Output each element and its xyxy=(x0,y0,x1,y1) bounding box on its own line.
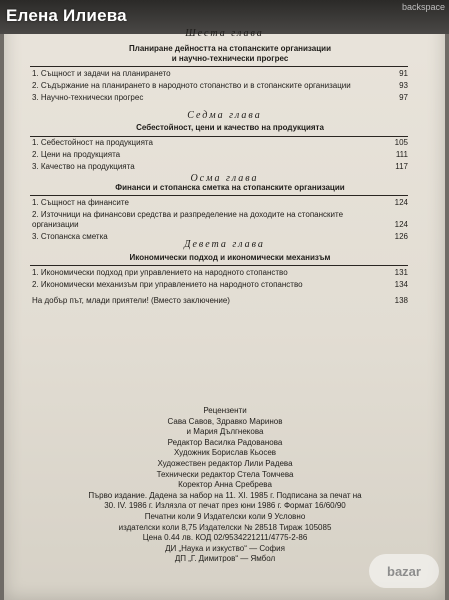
colophon-line: Печатни коли 9 Издателски коли 9 Условно xyxy=(144,511,306,521)
toc-item: 1. Себестойност на продукцията 105 xyxy=(32,138,408,147)
toc-item: 2. Източници на финансови средства и разпределение на доходите на стопанските организации 124 xyxy=(32,210,408,229)
page-number: 93 xyxy=(399,81,408,90)
divider xyxy=(30,66,408,67)
toc-item: 3. Стопанска сметка 126 xyxy=(32,232,408,241)
toc-item: 1. Същност и задачи на планирането 91 xyxy=(32,69,408,78)
colophon-line: ДП „Г. Димитров“ — Ямбол xyxy=(174,554,276,564)
chapter-title: Планиране дейността на стопанските организации и научно-технически прогрес xyxy=(129,44,331,63)
toc-item: 2. Икономически механизъм при управлението на народното стопанство 134 xyxy=(32,280,408,289)
page-number: 97 xyxy=(399,93,408,102)
toc-item: 3. Научно-технически прогрес 97 xyxy=(32,93,408,102)
chapter-heading: Седма глава xyxy=(187,110,262,121)
toc-list xyxy=(32,69,408,105)
page-number: 134 xyxy=(394,280,408,289)
page-number: 105 xyxy=(394,138,408,147)
colophon xyxy=(40,406,410,565)
chapter-title: Себестойност, цени и качество на продукцията xyxy=(136,123,324,132)
toc-list xyxy=(32,268,408,308)
page-number: 91 xyxy=(399,69,408,78)
toc-list xyxy=(32,138,408,174)
colophon-line: Художник Борислав Кьосев xyxy=(173,448,277,458)
divider xyxy=(30,136,408,137)
colophon-line: Художествен редактор Лили Радева xyxy=(157,458,293,468)
page-number: 111 xyxy=(395,150,408,159)
page-number: 131 xyxy=(394,268,408,277)
owner-name: Елена Илиева xyxy=(6,6,127,25)
colophon-line: 30. IV. 1986 г. Излязла от печат през юни 1986 г. Формат 16/60/90 xyxy=(104,501,346,511)
page-number: 124 xyxy=(394,220,408,229)
chapter-heading: Осма глава xyxy=(190,173,259,184)
toc-item: 3. Качество на продукцията 117 xyxy=(32,162,408,171)
colophon-line: Първо издание. Дадена за набор на 11. XI. 1985 г. Подписана за печат на xyxy=(88,490,362,500)
colophon-line: ДИ „Наука и изкуство“ — София xyxy=(165,543,285,553)
colophon-line: Рецензенти xyxy=(203,406,247,415)
toc-item: 1. Икономически подход при управлението на народното стопанство 131 xyxy=(32,268,408,277)
page-number: 126 xyxy=(394,232,408,241)
page-number: 124 xyxy=(394,198,408,207)
colophon-line: Редактор Василка Радованова xyxy=(167,437,283,447)
page-number: 138 xyxy=(394,296,408,305)
colophon-line: Цена 0.44 лв. КОД 02/9534221211/4775-2-86 xyxy=(142,533,308,543)
chapter-title: Икономически подход и икономически механизъм xyxy=(129,253,331,262)
chapter-heading: Девета глава xyxy=(184,239,265,250)
toc-item: 2. Съдържание на планирането в народното стопанство и в стопанските организации 93 xyxy=(32,81,408,90)
page-number: 117 xyxy=(395,162,408,171)
toc-list xyxy=(32,198,408,244)
chapter-heading: Шеста глава xyxy=(185,28,264,39)
toc-item: 1. Същност на финансите 124 xyxy=(32,198,408,207)
bazar-watermark-logo: bazar xyxy=(369,554,439,588)
colophon-line: Технически редактор Стела Томчева xyxy=(156,469,294,479)
divider xyxy=(30,195,408,196)
divider xyxy=(30,265,408,266)
colophon-line: Сава Савов, Здравко Маринов xyxy=(167,416,283,426)
colophon-line: и Мария Дългнекова xyxy=(186,427,264,437)
colophon-line: издателски коли 8,75 Издателски № 28518 Тираж 105085 xyxy=(118,522,332,532)
chapter-title: Финанси и стопанска сметка на стопанските организации xyxy=(115,183,345,192)
colophon-line: Коректор Анна Сребрева xyxy=(178,480,272,490)
keyboard-hint: backspace xyxy=(401,2,445,12)
toc-item: 2. Цени на продукцията 111 xyxy=(32,150,408,159)
toc-item: На добър път, млади приятели! (Вместо заключение) 138 xyxy=(32,296,408,305)
